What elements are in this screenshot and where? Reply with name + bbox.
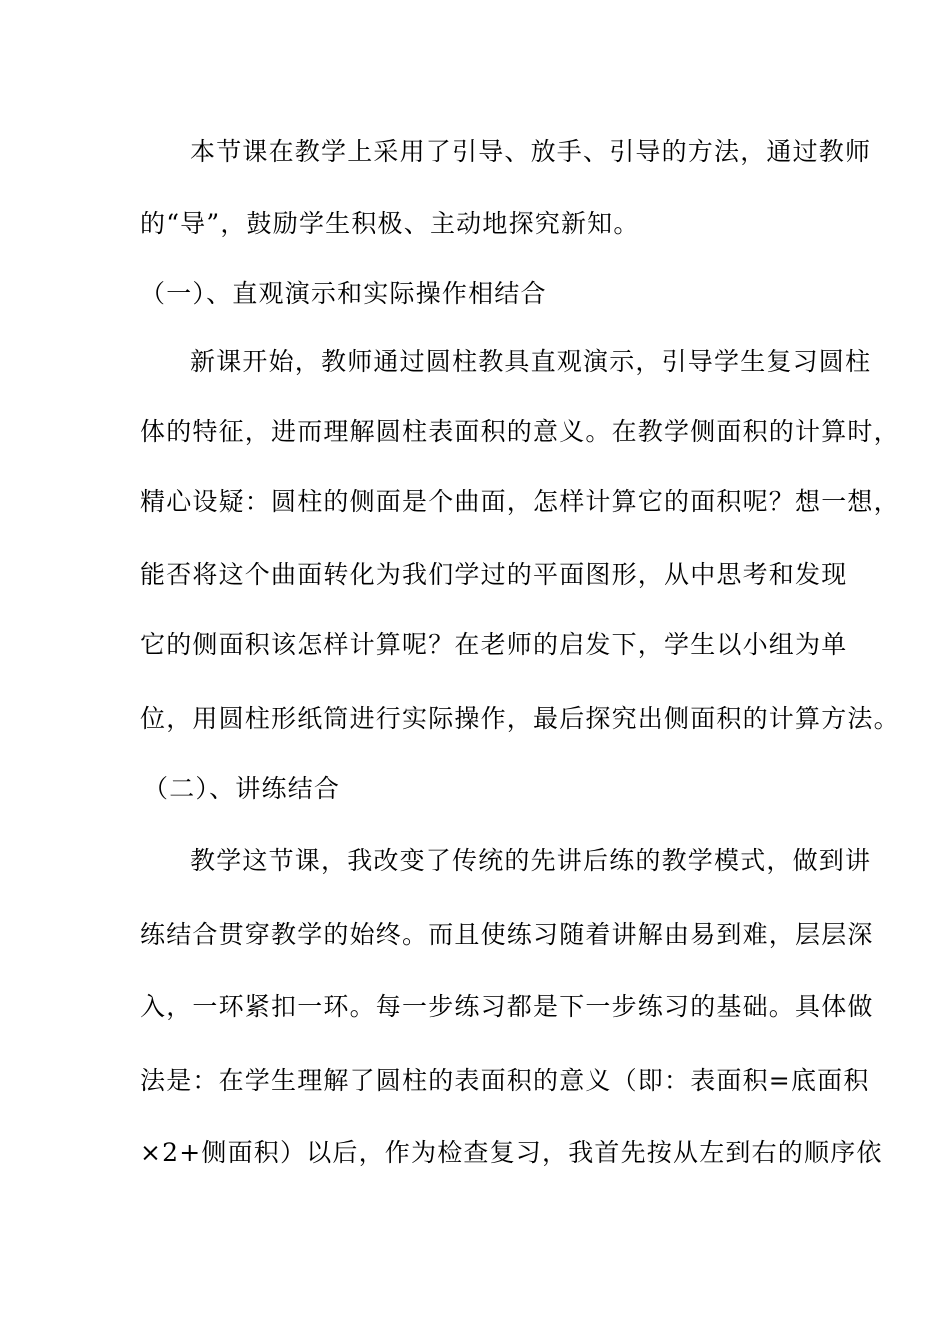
paragraph-line: 位，用圆柱形纸筒进行实际操作，最后探究出侧面积的计算方法。	[140, 704, 900, 733]
paragraph-line: 精心设疑：圆柱的侧面是个曲面，怎样计算它的面积呢？想一想，	[140, 487, 900, 516]
paragraph-line: 能否将这个曲面转化为我们学过的平面图形，从中思考和发现	[140, 560, 848, 589]
paragraph-line: 法是：在学生理解了圆柱的表面积的意义（即：表面积=底面积	[140, 1066, 870, 1095]
paragraph-line: 入，一环紧扣一环。每一步练习都是下一步练习的基础。具体做	[140, 992, 874, 1021]
paragraph-line: 本节课在教学上采用了引导、放手、引导的方法，通过教师	[190, 137, 872, 166]
paragraph-line: 练结合贯穿教学的始终。而且使练习随着讲解由易到难，层层深	[140, 920, 874, 949]
paragraph-line: 新课开始，教师通过圆柱教具直观演示，引导学生复习圆柱	[190, 347, 872, 376]
paragraph-line: ×2+侧面积）以后，作为检查复习，我首先按从左到右的顺序依	[140, 1138, 883, 1167]
section-heading: （二）、讲练结合	[143, 774, 341, 803]
paragraph-line: 体的特征，进而理解圆柱表面积的意义。在教学侧面积的计算时，	[140, 417, 900, 446]
paragraph-line: 的“导”，鼓励学生积极、主动地探究新知。	[140, 209, 640, 238]
paragraph-line: 它的侧面积该怎样计算呢？在老师的启发下，学生以小组为单	[140, 630, 848, 659]
paragraph-line: 教学这节课，我改变了传统的先讲后练的教学模式，做到讲	[190, 846, 872, 875]
section-heading: （一）、直观演示和实际操作相结合	[140, 279, 547, 308]
